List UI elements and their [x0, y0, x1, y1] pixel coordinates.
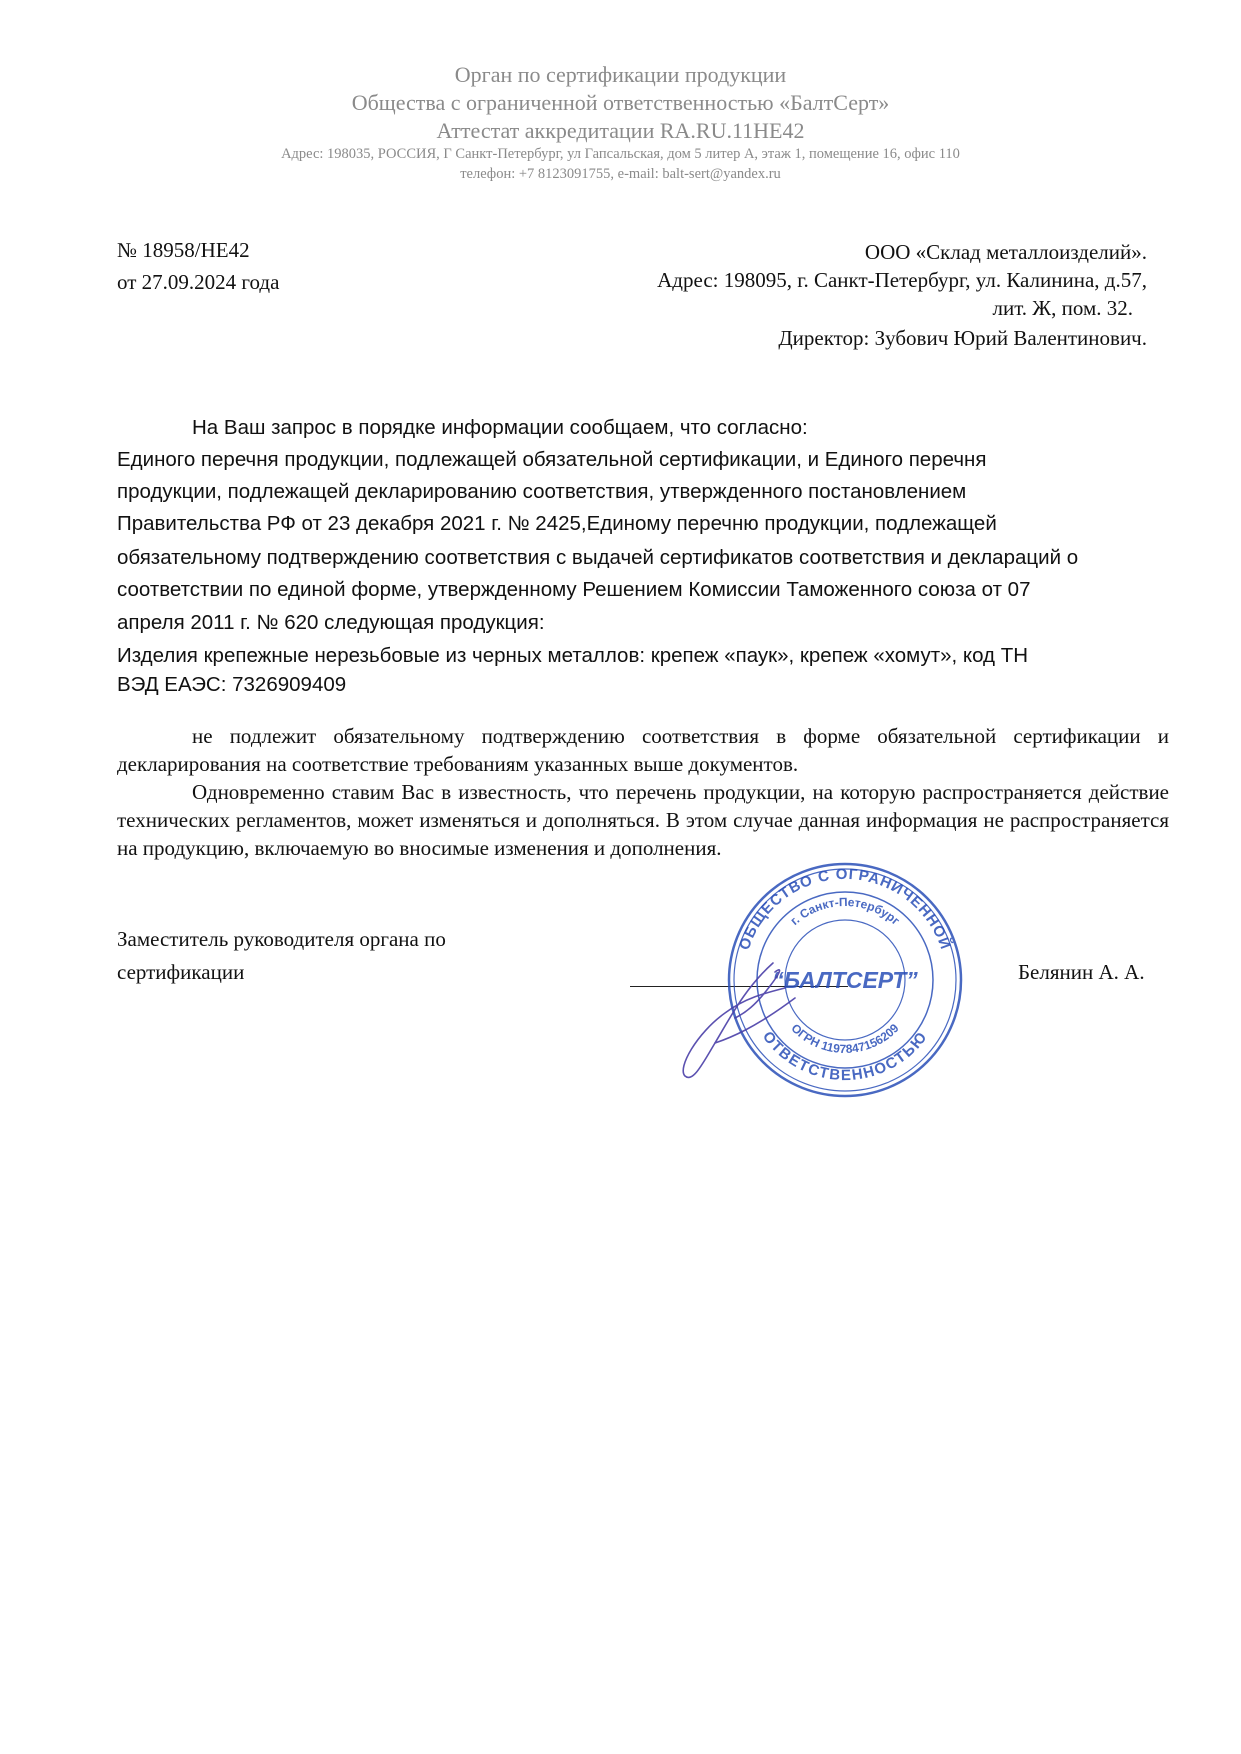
letterhead-accreditation: Аттестат аккредитации RA.RU.11НЕ42 — [436, 118, 805, 143]
recipient-address-line2: лит. Ж, пом. 32. — [992, 296, 1133, 320]
stamp-city-text: г. Санкт-Петербург — [787, 894, 903, 928]
body-line: Правительства РФ от 23 декабря 2021 г. № 2425,Единому перечню продукции, подлежащей — [117, 512, 997, 535]
body-intro: На Ваш запрос в порядке информации сообщаем, что согласно: — [192, 416, 808, 439]
notice-paragraph: Одновременно ставим Вас в известность, что перечень продукции, на которую распространяется действие технических регламентов, может изменяться и дополняться. В этом случае данная информация не распространяется на продукцию, включаемую во вносимые изменения и дополнения. — [117, 780, 1169, 860]
conclusion-block — [117, 722, 1169, 862]
recipient-company: ООО «Склад металлоизделий». — [864, 240, 1147, 264]
signatory-position-line2: сертификации — [117, 960, 245, 984]
stamp-bottom-text: ОТВЕТСТВЕННОСТЬЮ — [758, 1028, 932, 1085]
stamp-ogrn-text: ОГРН 1197847156209 — [788, 1020, 902, 1057]
product-line: Изделия крепежные нерезьбовые из черных металлов: крепеж «паук», крепеж «хомут», код ТН — [117, 644, 1029, 667]
letterhead-company: Общества с ограниченной ответственностью «БалтСерт» — [351, 90, 890, 115]
handwritten-signature — [675, 958, 850, 1088]
svg-text:г. Санкт-Петербург — [787, 895, 902, 928]
stamp-top-text: ОБЩЕСТВО С ОГРАНИЧЕННОЙ — [735, 865, 955, 953]
letterhead-contacts: телефон: +7 8123091755, e-mail: balt-sert@yandex.ru — [460, 166, 781, 182]
recipient-address-line1: Адрес: 198095, г. Санкт-Петербург, ул. Калинина, д.57, — [657, 268, 1147, 292]
body-line: обязательному подтверждению соответствия с выдачей сертификатов соответствия и деклараций о — [117, 546, 1079, 569]
signatory-position-line1: Заместитель руководителя органа по — [117, 927, 446, 951]
stamp-name: “БАЛТСЕРТ” — [772, 967, 918, 993]
letterhead-org-title: Орган по сертификации продукции — [454, 62, 787, 87]
body-line: соответствии по единой форме, утвержденному Решением Комиссии Таможенного союза от 07 — [117, 578, 1031, 601]
document-date: от 27.09.2024 года — [117, 270, 280, 294]
letterhead-address: Адрес: 198035, РОССИЯ, Г Санкт-Петербург, ул Гапсальская, дом 5 литер А, этаж 1, помещение 16, офис 110 — [281, 146, 960, 162]
body-line: апреля 2011 г. № 620 следующая продукция: — [117, 611, 545, 634]
recipient-director: Директор: Зубович Юрий Валентинович. — [778, 326, 1147, 350]
body-line: Единого перечня продукции, подлежащей обязательной сертификации, и Единого перечня — [117, 448, 987, 471]
conclusion-paragraph: не подлежит обязательному подтверждению соответствия в форме обязательной сертификации и декларирования на соответствие требованиям указанных выше документов. — [117, 724, 1169, 776]
signatory-name: Белянин А. А. — [1018, 960, 1145, 984]
product-line: ВЭД ЕАЭС: 7326909409 — [117, 673, 347, 696]
document-number: № 18958/НЕ42 — [117, 238, 250, 262]
body-line: продукции, подлежащей декларированию соответствия, утвержденного постановлением — [117, 480, 967, 503]
